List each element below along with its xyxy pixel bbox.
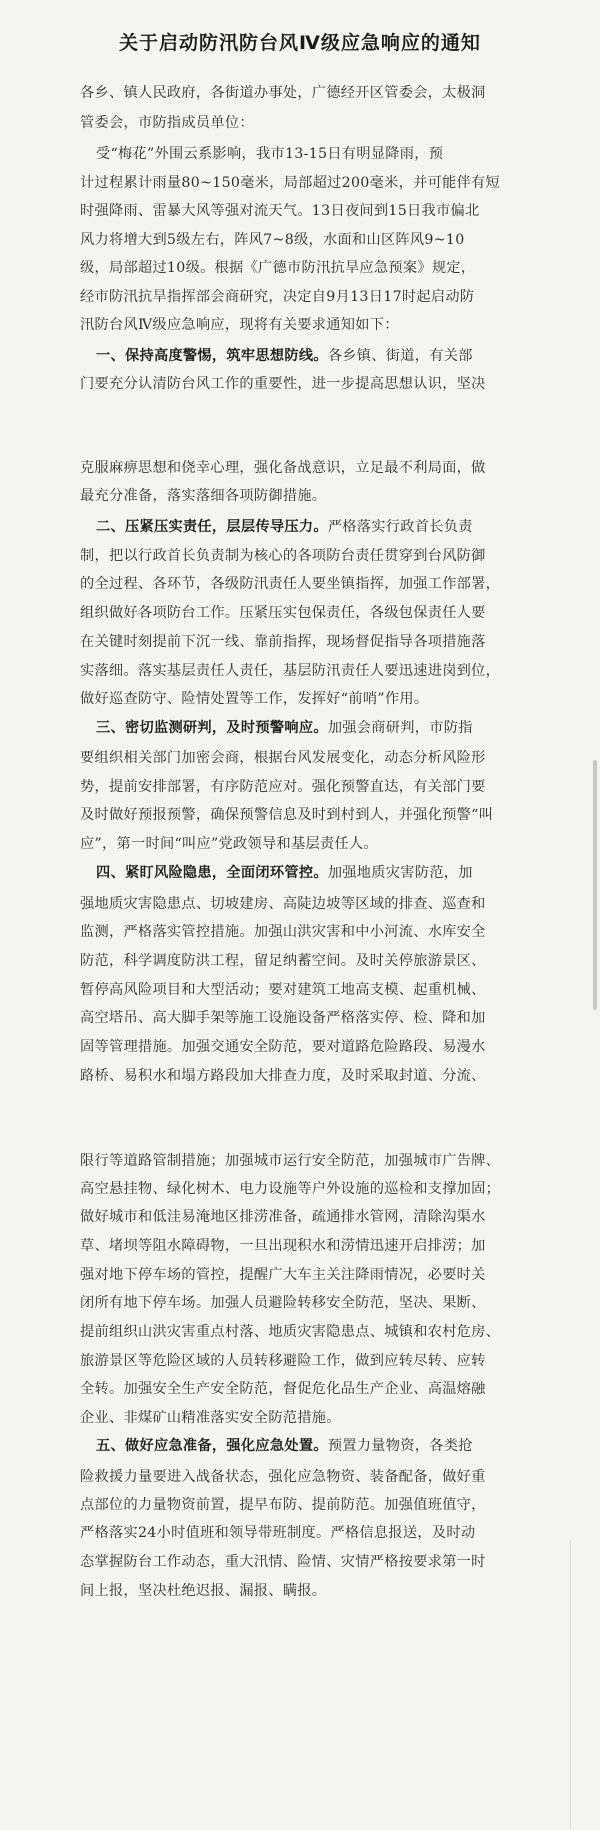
text-line (80, 602, 535, 622)
line-text: 受“梅花”外围云系影响，我市13-15日有明显降雨，预 (96, 146, 444, 162)
line-text: 高空塔吊、高大脚手架等施工设施设备严格落实停、检、降和加 (80, 1010, 486, 1026)
text-line (80, 1235, 535, 1255)
line-text: 汛防台风Ⅳ级应急响应，现将有关要求通知如下： (80, 317, 399, 333)
line-text: 限行等道路管制措施；加强城市运行安全防范，加强城市广告牌、 (80, 1153, 501, 1169)
text-line (80, 1150, 535, 1170)
text-line (80, 921, 535, 941)
line-text: 监测，严格落实管控措施。加强山洪灾害和中小河流、水库安全 (80, 924, 486, 940)
text-line (80, 979, 535, 999)
text-line (80, 1350, 535, 1370)
text-line (96, 717, 551, 737)
text-line (80, 1522, 535, 1542)
line-text: 经市防汛抗旱指挥部会商研究，决定自9月13日17时起启动防 (80, 289, 475, 305)
line-text: 企业、非煤矿山精准落实安全防范措施。 (80, 1410, 341, 1426)
line-text: 组织做好各项防台工作。压紧压实包保责任，各级包保责任人要 (80, 605, 486, 621)
line-text: 风力将增大到5级左右，阵风7~8级，水面和山区阵风9~10 (80, 232, 465, 248)
line-text: 高空悬挂物、绿化树木、电力设施等户外设施的巡检和支撑加固； (80, 1181, 501, 1197)
text-line (80, 893, 535, 913)
text-line (80, 833, 535, 853)
line-text: 势，提前安排部署，有序防范应对。强化预警直达，有关部门要 (80, 779, 486, 795)
text-line (80, 1466, 535, 1486)
line-text: 时强降雨、雷暴大风等强对流天气。13日夜间到15日我市偏北 (80, 203, 480, 219)
text-line (80, 631, 535, 651)
line-text: 固等管理措施。加强交通安全防范，要对道路危险路段、易漫水 (80, 1039, 486, 1055)
line-text: 实落细。落实基层责任人责任，基层防汛责任人要迅速进岗到位， (80, 663, 501, 679)
line-text: 草、堵坝等阻水障碍物，一旦出现积水和涝情迅速开启排涝；加 (80, 1238, 486, 1254)
text-line (80, 545, 535, 565)
line-text: 路桥、易积水和塌方路段加大排查力度，及时采取封道、分流、 (80, 1068, 486, 1084)
line-text: 各乡、镇人民政府，各街道办事处，广德经开区管委会，太极洞 (80, 85, 486, 101)
line-text: 预置力量物资，各类抢 (327, 1438, 473, 1454)
line-text: 在关键时刻提前下沉一线、靠前指挥，现场督促指导各项措施落 (80, 634, 486, 650)
line-text: 制，把以行政首长负责制为核心的各项防台责任贯穿到台风防御 (80, 548, 486, 564)
text-line (80, 457, 535, 477)
line-text: 的全过程、各环节，各级防汛责任人要坐镇指挥，加强工作部署， (80, 576, 501, 592)
text-line (80, 82, 535, 102)
text-line (80, 229, 535, 249)
line-text: 加强地质灾害防范，加 (327, 865, 473, 881)
section-heading: 四、紧盯风险隐患，全面闭环管控。 (96, 865, 328, 881)
section-heading: 五、做好应急准备，强化应急处置。 (96, 1438, 328, 1454)
text-line (80, 1580, 535, 1600)
line-text: 态掌握防台工作动态，重大汛情、险情、灾情严格按要求第一时 (80, 1554, 486, 1570)
text-line (80, 747, 535, 767)
line-text: 旅游景区等危险区域的人员转移避险工作，做到应转尽转、应转 (80, 1353, 486, 1369)
text-line (80, 688, 535, 708)
line-text: 应”，第一时间“叫应”党政领导和基层责任人。 (80, 836, 378, 852)
text-line (80, 1178, 535, 1198)
text-line (80, 485, 535, 505)
line-text: 计过程累计雨量80~150毫米，局部超过200毫米，并可能伴有短 (80, 175, 501, 191)
line-text: 各乡镇、街道，有关部 (327, 348, 473, 364)
text-line (80, 1407, 535, 1427)
line-text: 最充分准备，落实落细各项防御措施。 (80, 488, 327, 504)
line-text: 级，局部超过10级。根据《广德市防汛抗旱应急预案》规定， (80, 260, 476, 276)
text-line (80, 1036, 535, 1056)
line-text: 防范，科学调度防洪工程，留足纳蓄空间。及时关停旅游景区、 (80, 953, 486, 969)
text-line (80, 776, 535, 796)
line-text: 克服麻痹思想和侥幸心理，强化备战意识，立足最不利局面，做 (80, 460, 486, 476)
line-text: 点部位的力量物资前置，提早布防、提前防范。加强值班值守， (80, 1497, 486, 1513)
text-line (96, 862, 551, 882)
line-text: 闭所有地下停车场。加强人员避险转移安全防范，坚决、果断、 (80, 1295, 486, 1311)
text-line (80, 573, 535, 593)
section-heading: 三、密切监测研判，及时预警响应。 (96, 720, 328, 736)
scrollbar[interactable] (593, 760, 597, 1010)
document-title: 关于启动防汛防台风Ⅳ级应急响应的通知 (119, 32, 481, 54)
text-line (80, 314, 535, 334)
line-text: 暂停高风险项目和大型活动；要对建筑工地高支模、起重机械、 (80, 982, 486, 998)
text-line (80, 200, 535, 220)
text-line (96, 345, 551, 365)
text-line (80, 660, 535, 680)
line-text: 间上报，坚决杜绝迟报、漏报、瞒报。 (80, 1583, 327, 1599)
line-text: 强对地下停车场的管控，提醒广大车主关注降雨情况，必要时关 (80, 1267, 486, 1283)
line-text: 做好城市和低洼易淹地区排涝准备，疏通排水管网，清除沟渠水 (80, 1209, 486, 1225)
page-edge-divider (570, 1540, 571, 1830)
text-line (80, 1007, 535, 1027)
line-text: 全转。加强安全生产安全防范，督促危化品生产企业、高温熔融 (80, 1381, 486, 1397)
text-line (96, 143, 551, 163)
text-line (80, 1551, 535, 1571)
text-line (80, 257, 535, 277)
text-line (80, 172, 535, 192)
line-text: 及时做好预报预警，确保预警信息及时到村到人，并强化预警“叫 (80, 807, 494, 823)
line-text: 严格落实24小时值班和领导带班制度。严格信息报送，及时动 (80, 1525, 476, 1541)
line-text: 强地质灾害隐患点、切坡建房、高陡边坡等区域的排查、巡查和 (80, 896, 486, 912)
text-line (80, 1321, 535, 1341)
text-line (80, 804, 535, 824)
text-line (80, 286, 535, 306)
line-text: 险救援力量要进入战备状态，强化应急物资、装备配备，做好重 (80, 1469, 486, 1485)
line-text: 做好巡查防守、险情处置等工作，发挥好“前哨”作用。 (80, 691, 429, 707)
line-text: 提前组织山洪灾害重点村落、地质灾害隐患点、城镇和农村危房、 (80, 1324, 501, 1340)
text-line (80, 1378, 535, 1398)
text-line (80, 1065, 535, 1085)
line-text: 严格落实行政首长负责 (327, 519, 473, 535)
line-text: 要组织相关部门加密会商，根据台风发展变化，动态分析风险形 (80, 750, 486, 766)
line-text: 门要充分认清防台风工作的重要性，进一步提高思想认识，坚决 (80, 376, 486, 392)
section-heading: 一、保持高度警惕，筑牢思想防线。 (96, 348, 328, 364)
text-line (80, 950, 535, 970)
line-text: 管委会，市防指成员单位： (80, 115, 254, 131)
text-line (80, 373, 535, 393)
section-heading: 二、压紧压实责任，层层传导压力。 (96, 519, 328, 535)
line-text: 加强会商研判，市防指 (327, 720, 473, 736)
text-line (80, 1292, 535, 1312)
text-line (80, 1206, 535, 1226)
text-line (80, 112, 535, 132)
text-line (80, 1264, 535, 1284)
text-line (96, 1435, 551, 1455)
text-line (96, 516, 551, 536)
text-line (80, 1494, 535, 1514)
